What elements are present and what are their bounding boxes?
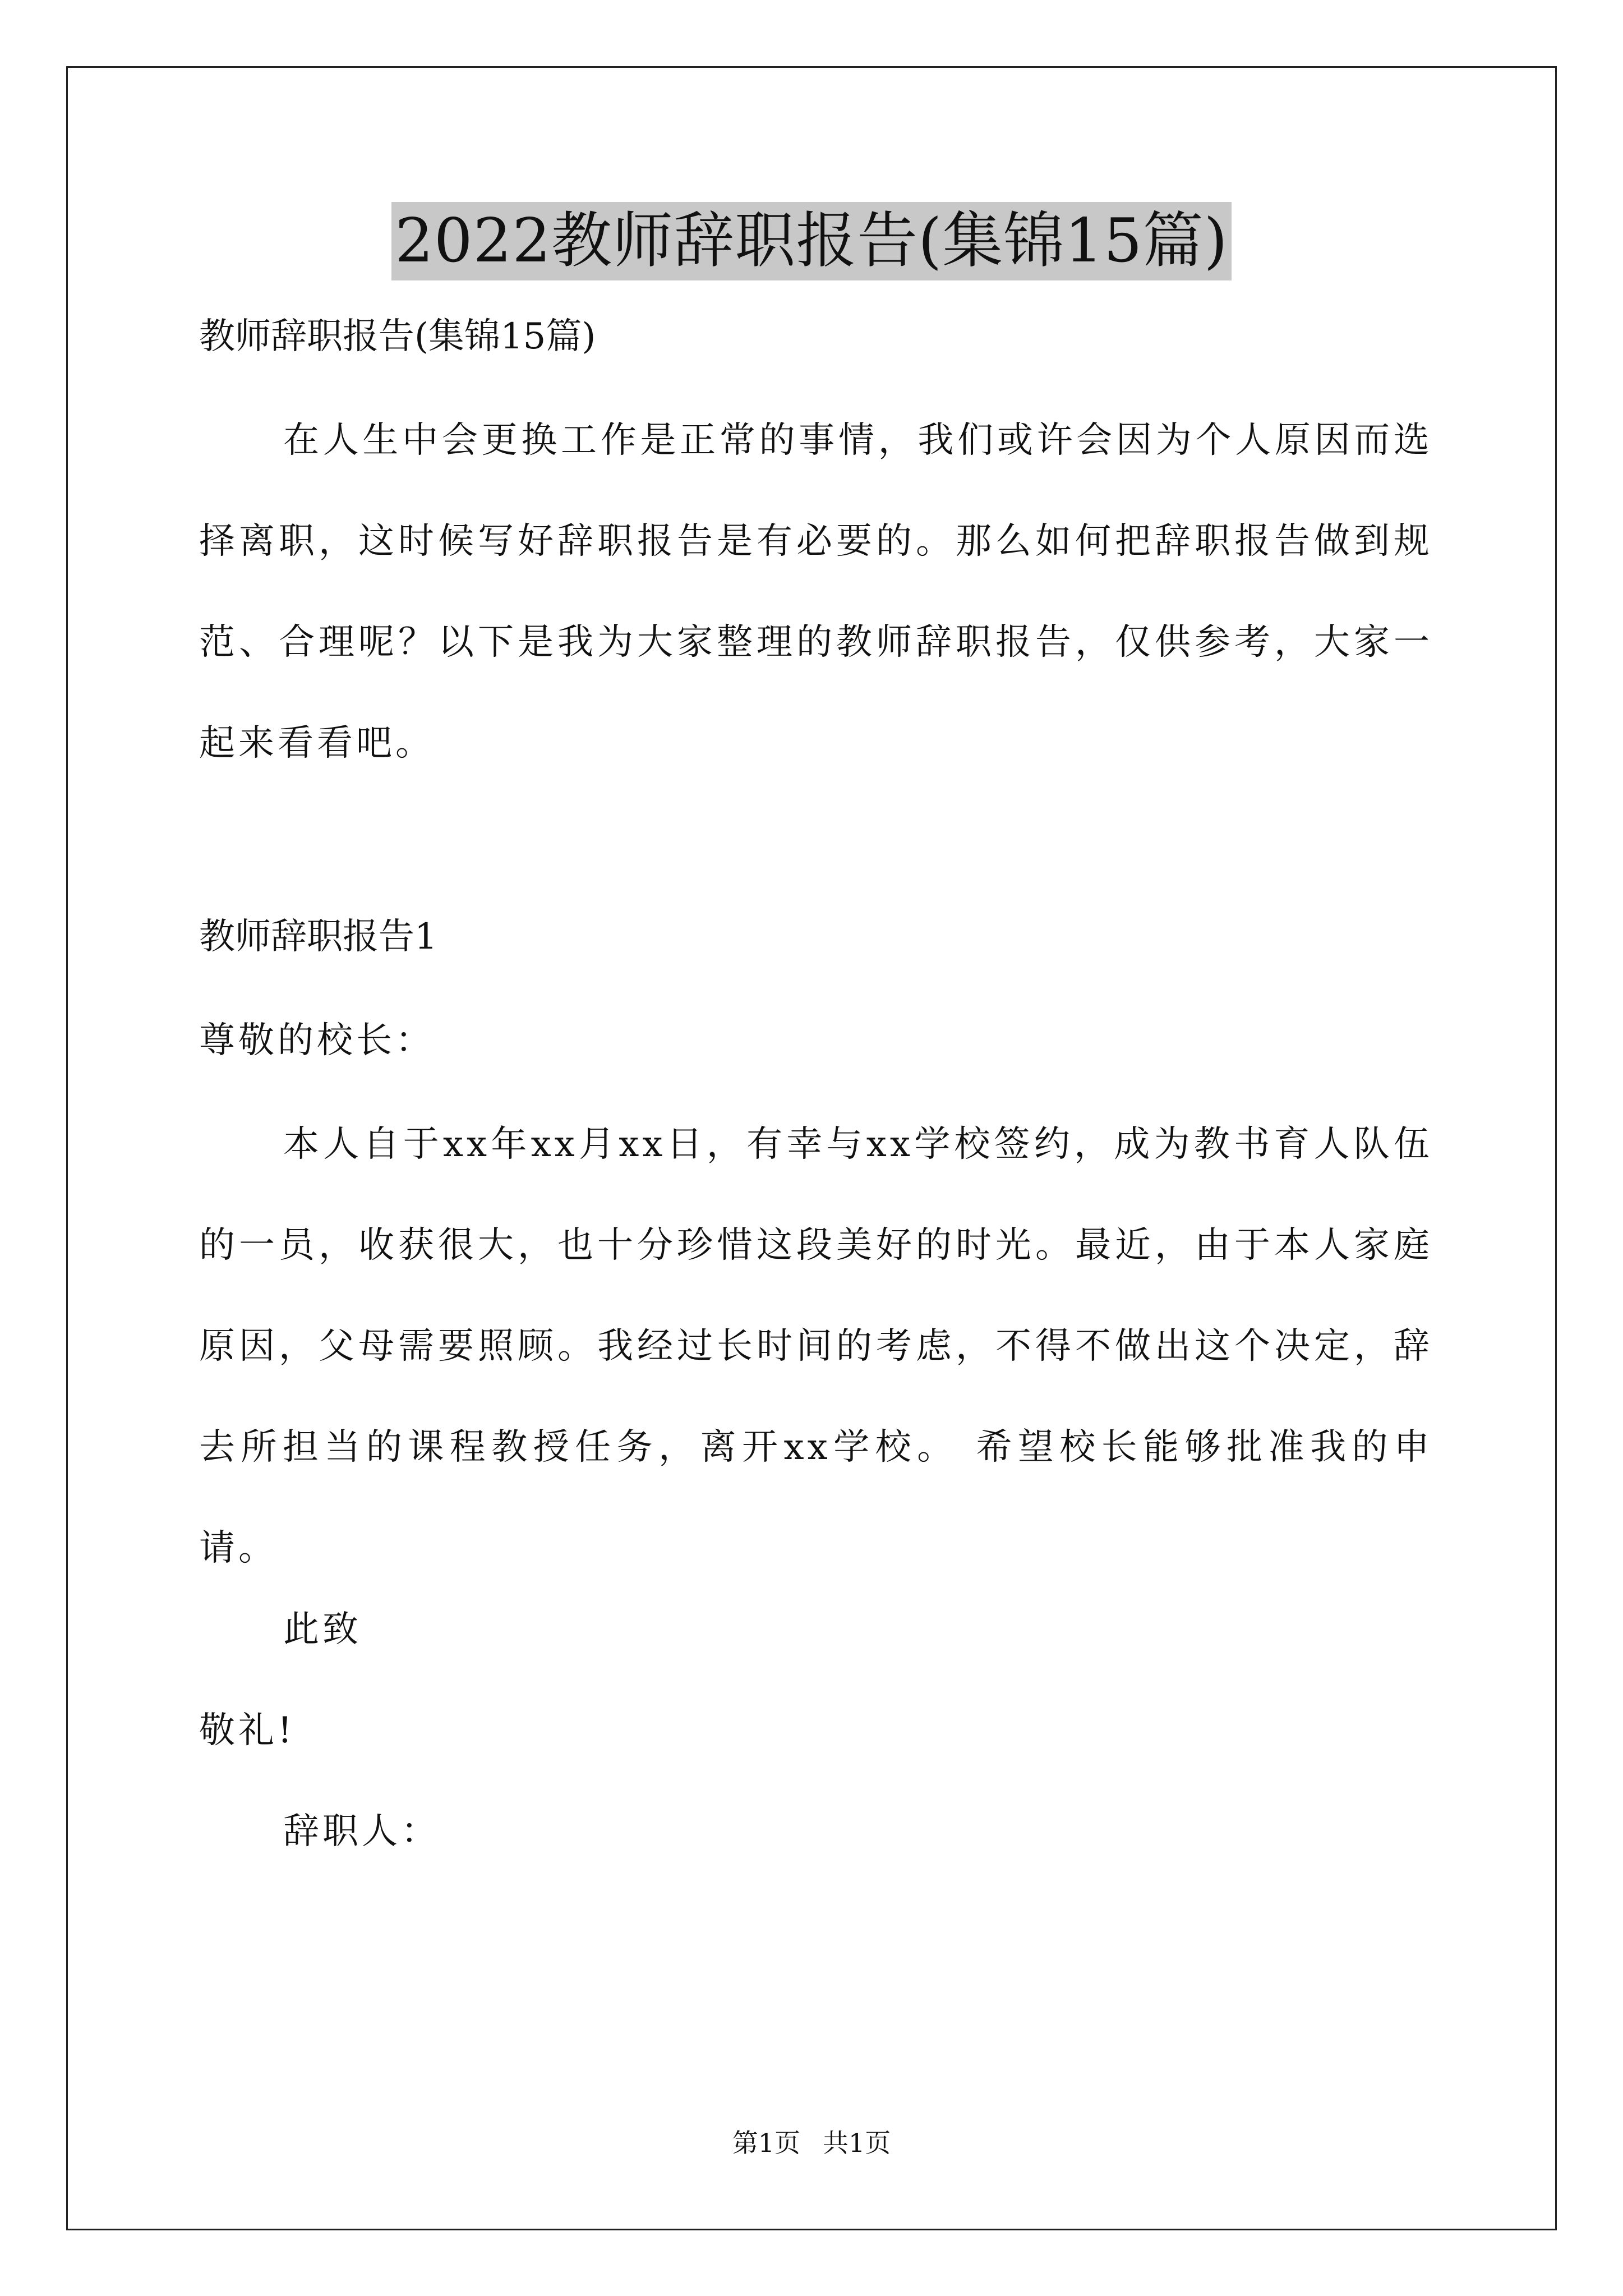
section-heading: 教师辞职报告1 <box>199 916 437 958</box>
signature-line: 辞职人： <box>283 1811 440 1852</box>
document-subtitle: 教师辞职报告(集锦15篇) <box>199 316 596 357</box>
page-number: 第1页 <box>732 2128 800 2158</box>
salutation: 尊敬的校长： <box>199 1020 435 1061</box>
title-area <box>0 202 1623 280</box>
document-title: 2022教师辞职报告(集锦15篇) <box>391 202 1232 280</box>
closing-line-1: 此致 <box>283 1609 362 1650</box>
intro-paragraph: 在人生中会更换工作是正常的事情，我们或许会因为个人原因而选择离职，这时候写好辞职报告是有必要的。那么如何把辞职报告做到规范、合理呢？以下是我为大家整理的教师辞职报告，仅供参考，大家一起来看看吧。 <box>199 420 1433 764</box>
page-total: 共1页 <box>823 2128 891 2158</box>
closing-line-2: 敬礼! <box>199 1710 296 1751</box>
body-paragraph: 本人自于xx年xx月xx日，有幸与xx学校签约，成为教书育人队伍的一员，收获很大，也十分珍惜这段美好的时光。最近，由于本人家庭原因，父母需要照顾。我经过长时间的考虑，不得不做出这个决定，辞去所担当的课程教授任务，离开xx学校。 希望校长能够批准我的申请。 <box>199 1124 1433 1569</box>
page-footer <box>0 2126 1623 2160</box>
document-body <box>199 311 1433 1857</box>
